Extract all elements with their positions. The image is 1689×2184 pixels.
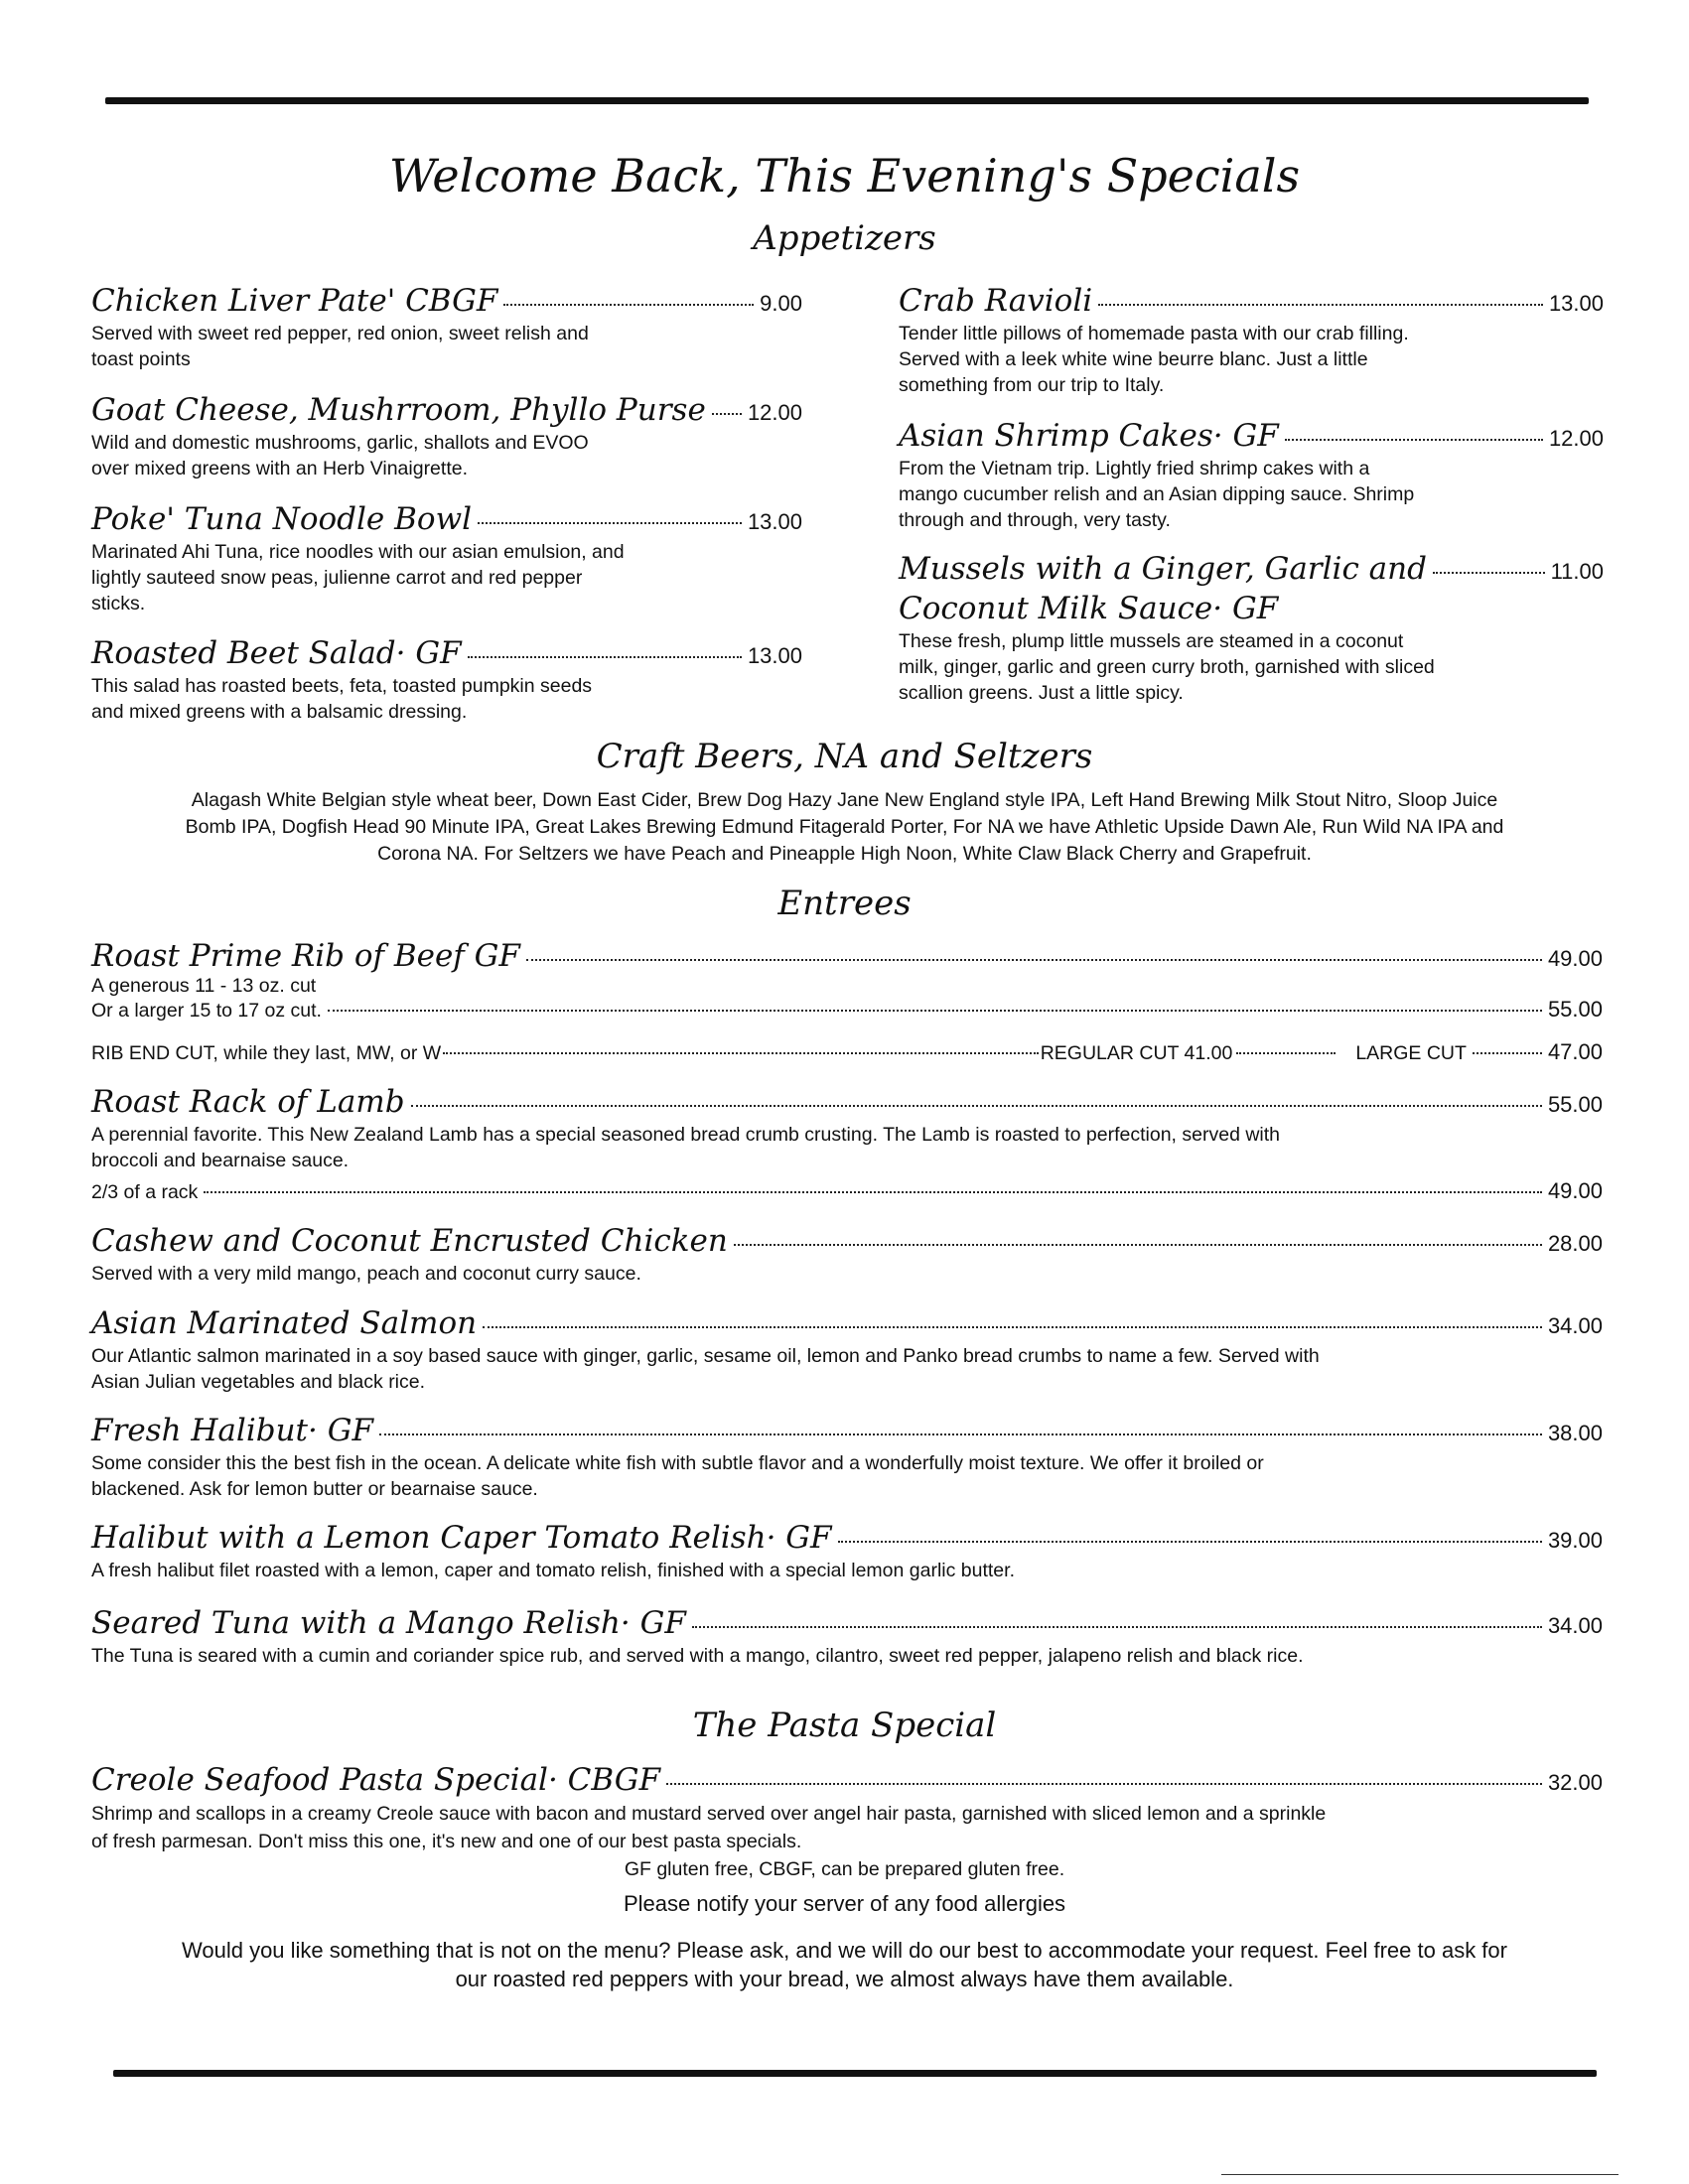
leader-dots xyxy=(1236,1052,1336,1054)
leader-dots xyxy=(838,1541,1542,1543)
leader-dots xyxy=(204,1191,1542,1193)
menu-title: Welcome Back, This Evening's Specials xyxy=(388,149,1301,203)
appetizer-item xyxy=(899,418,1604,533)
appetizer-item xyxy=(91,635,802,725)
item-description: From the Vietnam trip. Lightly fried shrimp cakes with a mango cucumber relish and an Asian dipping sauce. Shrimp through and through, very tasty. xyxy=(899,458,1415,531)
entree-item xyxy=(91,1413,1603,1502)
item-price: 49.00 xyxy=(1547,946,1603,971)
pasta-item xyxy=(91,1762,1603,1855)
special-request-note: Would you like something that is not on the menu? Please ask, and we will do our best to accommodate your request. Feel free to ask for our roasted red peppers with your bread, we almost always have them available. xyxy=(182,1938,1507,1991)
appetizer-item xyxy=(899,283,1604,398)
item-price: 13.00 xyxy=(747,509,802,534)
entree-item xyxy=(91,1605,1603,1669)
entree-item-prime-rib xyxy=(91,938,1603,997)
item-description: Marinated Ahi Tuna, rice noodles with our asian emulsion, and lightly sauteed snow peas, julienne carrot and red pepper sticks. xyxy=(91,541,625,614)
leader-dots xyxy=(478,522,742,524)
leader-dots xyxy=(712,413,742,415)
item-name: Roast Prime Rib of Beef GF xyxy=(91,938,520,974)
item-name: Fresh Halibut· GF xyxy=(91,1413,373,1448)
leader-dots xyxy=(443,1052,1039,1054)
item-price: 34.00 xyxy=(1547,1613,1603,1638)
option-price: 55.00 xyxy=(1547,997,1603,1022)
leader-dots xyxy=(692,1626,1542,1628)
leader-dots xyxy=(1473,1052,1542,1054)
item-name: Roasted Beet Salad· GF xyxy=(91,635,462,671)
item-description: Our Atlantic salmon marinated in a soy based sauce with ginger, garlic, sesame oil, lemon and Panko bread crumbs to name a few. Served with Asian Julian vegetables and black rice. xyxy=(91,1345,1320,1393)
rib-end-cut xyxy=(91,1039,1603,1065)
large-cut-label: LARGE CUT xyxy=(1355,1042,1467,1064)
leader-dots xyxy=(483,1326,1542,1328)
entree-item xyxy=(91,1305,1603,1395)
leader-dots xyxy=(411,1105,1542,1107)
item-name: Asian Marinated Salmon xyxy=(91,1305,478,1341)
item-price: 11.00 xyxy=(1550,559,1604,584)
item-price: 39.00 xyxy=(1547,1528,1603,1553)
item-description: A generous 11 - 13 oz. cut xyxy=(91,975,317,997)
item-description: These fresh, plump little mussels are steamed in a coconut milk, ginger, garlic and green curry broth, garnished with sliced scallion greens. Just a little spicy. xyxy=(899,630,1435,704)
option-label: RIB END CUT, while they last, MW, or W xyxy=(91,1042,442,1064)
leader-dots xyxy=(1285,439,1543,441)
lamb-two-thirds-rack xyxy=(91,1178,1603,1204)
entree-item xyxy=(91,1223,1603,1287)
beers-heading: Craft Beers, NA and Seltzers xyxy=(596,737,1093,776)
item-price: 32.00 xyxy=(1547,1770,1603,1795)
item-description: A perennial favorite. This New Zealand Lamb has a special seasoned bread crumb crusting. The Lamb is roasted to perfection, served with broccoli and bearnaise sauce. xyxy=(91,1124,1281,1171)
item-description: This salad has roasted beets, feta, toasted pumpkin seeds and mixed greens with a balsamic dressing. xyxy=(91,675,593,723)
item-price: 13.00 xyxy=(1548,291,1604,316)
leader-dots xyxy=(1433,572,1545,574)
option-price: 47.00 xyxy=(1547,1039,1603,1064)
item-description: Tender little pillows of homemade pasta with our crab filling. Served with a leek white wine beurre blanc. Just a little something from our trip to Italy. xyxy=(899,323,1409,396)
leader-dots xyxy=(1098,304,1543,306)
item-name: Seared Tuna with a Mango Relish· GF xyxy=(91,1605,686,1641)
appetizer-item xyxy=(91,501,802,616)
leader-dots xyxy=(468,656,742,658)
entrees-heading: Entrees xyxy=(777,884,912,923)
item-description: The Tuna is seared with a cumin and coriander spice rub, and served with a mango, cilantro, sweet red pepper, jalapeno relish and black rice. xyxy=(91,1645,1304,1667)
item-description: A fresh halibut filet roasted with a lemon, caper and tomato relish, finished with a special lemon garlic butter. xyxy=(91,1560,1015,1581)
leader-dots xyxy=(503,304,754,306)
prime-rib-larger-cut xyxy=(91,997,1603,1023)
item-name: Cashew and Coconut Encrusted Chicken xyxy=(91,1223,728,1259)
item-description: Some consider this the best fish in the ocean. A delicate white fish with subtle flavor and a wonderfully moist texture. We offer it broiled or blackened. Ask for lemon butter or bearnaise sauce. xyxy=(91,1452,1264,1500)
option-label: 2/3 of a rack xyxy=(91,1181,199,1203)
item-price: 55.00 xyxy=(1547,1092,1603,1117)
item-price: 12.00 xyxy=(747,400,802,425)
gluten-free-legend: GF gluten free, CBGF, can be prepared gluten free. xyxy=(624,1858,1065,1880)
leader-dots xyxy=(379,1433,1542,1435)
pasta-heading: The Pasta Special xyxy=(692,1706,997,1745)
item-description: Wild and domestic mushrooms, garlic, shallots and EVOO over mixed greens with an Herb Vinaigrette. xyxy=(91,432,589,479)
item-description: Shrimp and scallops in a creamy Creole sauce with bacon and mustard served over angel hair pasta, garnished with sliced lemon and a sprinkle of fresh parmesan. Don't miss this one, it's new and one of our best pasta specials. xyxy=(91,1803,1327,1852)
item-price: 28.00 xyxy=(1547,1231,1603,1256)
item-name: Roast Rack of Lamb xyxy=(91,1084,405,1120)
item-name-continued: Coconut Milk Sauce· GF xyxy=(899,591,1279,626)
item-price: 13.00 xyxy=(747,643,802,668)
item-name: Poke' Tuna Noodle Bowl xyxy=(91,501,473,537)
item-name: Crab Ravioli xyxy=(899,283,1093,319)
item-price: 12.00 xyxy=(1548,426,1604,451)
appetizer-item xyxy=(899,551,1604,706)
item-name: Asian Shrimp Cakes· GF xyxy=(899,418,1279,454)
item-name: Halibut with a Lemon Caper Tomato Relish· GF xyxy=(91,1520,832,1556)
item-name: Goat Cheese, Mushrroom, Phyllo Purse xyxy=(91,392,706,428)
option-label: Or a larger 15 to 17 oz cut. xyxy=(91,1000,322,1022)
appetizer-item xyxy=(91,392,802,481)
appetizer-item xyxy=(91,283,802,372)
bottom-rule xyxy=(113,2070,1597,2077)
top-rule xyxy=(105,97,1589,104)
item-name: Chicken Liver Pate' CBGF xyxy=(91,283,498,319)
allergy-notice: Please notify your server of any food allergies xyxy=(623,1891,1066,1916)
item-description: Served with a very mild mango, peach and coconut curry sauce. xyxy=(91,1263,641,1285)
entree-item xyxy=(91,1520,1603,1583)
item-description: Served with sweet red pepper, red onion, sweet relish and toast points xyxy=(91,323,589,370)
item-name: Creole Seafood Pasta Special· CBGF xyxy=(91,1762,661,1798)
leader-dots xyxy=(526,959,1542,961)
leader-dots xyxy=(734,1244,1542,1246)
item-price: 34.00 xyxy=(1547,1313,1603,1338)
item-price: 38.00 xyxy=(1547,1421,1603,1445)
appetizers-heading: Appetizers xyxy=(753,218,936,258)
item-name: Mussels with a Ginger, Garlic and xyxy=(899,551,1427,587)
footer-line xyxy=(1221,2174,1619,2175)
leader-dots xyxy=(666,1783,1542,1785)
entree-item-lamb xyxy=(91,1084,1603,1173)
regular-cut: REGULAR CUT 41.00 xyxy=(1040,1042,1233,1064)
item-price: 9.00 xyxy=(760,291,802,316)
leader-dots xyxy=(328,1010,1542,1012)
option-price: 49.00 xyxy=(1547,1178,1603,1203)
beers-list: Alagash White Belgian style wheat beer, Down East Cider, Brew Dog Hazy Jane New England style IPA, Left Hand Brewing Milk Stout Nitro, Sloop Juice Bomb IPA, Dogfish Head 90 Minute IPA, Great Lakes Brewing Edmund Fitagerald Porter, For NA we have Athletic Upside Dawn Ale, Run Wild NA IPA and Corona NA. For Seltzers we have Peach and Pineapple High Noon, White Claw Black Cherry and Grapefruit. xyxy=(185,789,1504,865)
